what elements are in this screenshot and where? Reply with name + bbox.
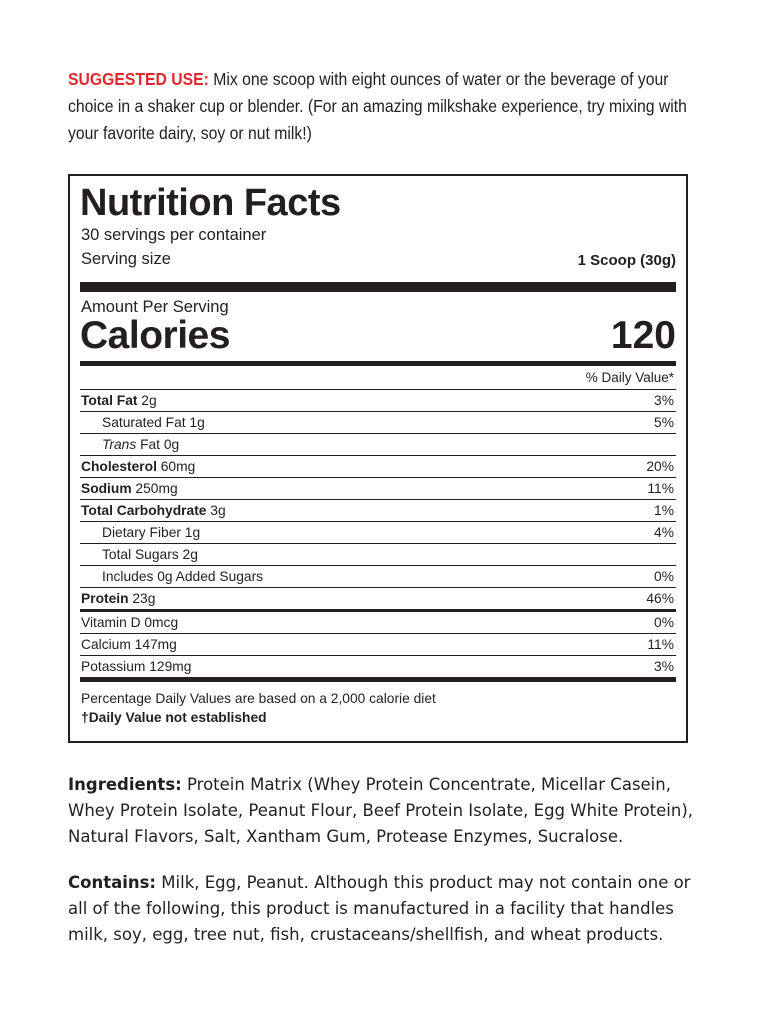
nutrient-name: Saturated Fat 1g [102,415,205,430]
nutrient-row-total-sugars [80,543,676,565]
nutrient-pct: 4% [654,525,674,540]
nutrient-name: Potassium 129mg [81,659,192,674]
dagger-icon: † [81,710,89,725]
ingredients-label: Ingredients: [68,775,182,794]
nutrient-pct: 11% [647,481,674,496]
nutrient-row-total-fat [80,389,676,411]
nutrient-row-cholesterol [80,455,676,477]
suggested-use-text: Mix one scoop with eight ounces of water or the beverage of your choice in a shaker cup or blender. (For an amazing milkshake experience, try mixing with your favorite dairy, soy or nut milk!) [68,69,687,143]
nutrient-pct: 1% [654,503,674,518]
calories-label: Calories [80,314,230,357]
nutrient-amount: Fat 0g [136,437,180,452]
nutrient-amount: 3g [206,503,226,518]
nutrient-pct: 0% [654,615,674,630]
nutrient-name: Total Carbohydrate [81,503,207,518]
servings-per-container: 30 servings per container [81,226,267,244]
nutrient-row-sodium [80,477,676,499]
nutrition-facts-panel [68,174,688,743]
nutrient-amount: 2g [137,393,157,408]
ingredients-text: Protein Matrix (Whey Protein Concentrate, Micellar Casein, Whey Protein Isolate, Peanut Flour, Beef Protein Isolate, Egg White Protein), Natural Flavors, Salt, Xantham Gum, Protease Enzymes, Sucralose. [68,775,694,846]
nutrient-row-vitamin-d [80,609,676,633]
nutrient-pct: 46% [646,591,674,606]
daily-value-header: % Daily Value* [585,370,674,385]
nutrient-name: Sodium [81,481,132,496]
nutrient-row-potassium [80,655,676,677]
nutrient-pct: 11% [647,637,674,652]
serving-size-label: Serving size [81,250,171,268]
contains-label: Contains: [68,873,157,892]
nutrient-name: Protein [81,591,129,606]
nutrient-table [80,389,676,677]
nutrient-row-protein [80,587,676,609]
nutrient-amount: 250mg [131,481,178,496]
medium-divider [80,361,676,366]
contains-paragraph [68,870,698,948]
footnote-not-established-text: Daily Value not established [88,710,267,725]
nutrition-facts-title: Nutrition Facts [80,182,341,224]
nutrient-row-saturated-fat [80,411,676,433]
nutrient-pct: 20% [646,459,674,474]
nutrient-amount: 60mg [156,459,196,474]
nutrient-pct: 3% [654,659,674,674]
thick-divider [80,282,676,292]
suggested-use-paragraph [68,66,703,147]
serving-size-value: 1 Scoop (30g) [577,252,676,269]
nutrient-pct: 3% [654,393,674,408]
nutrient-name: Calcium 147mg [81,637,177,652]
suggested-use-label: SUGGESTED USE: [68,69,209,89]
nutrient-row-calcium [80,633,676,655]
calories-value: 120 [610,314,676,357]
nutrient-name: Vitamin D 0mcg [81,615,179,630]
nutrient-row-dietary-fiber [80,521,676,543]
ingredients-paragraph [68,772,698,850]
nutrient-row-total-carbohydrate [80,499,676,521]
nutrient-amount: 23g [128,591,156,606]
nutrient-name: Includes 0g Added Sugars [102,569,264,584]
nutrient-pct: 0% [654,569,674,584]
medium-divider-bottom [80,677,676,682]
nutrient-name: Total Fat [81,393,138,408]
nutrient-name: Cholesterol [81,459,157,474]
nutrient-pct: 5% [654,415,674,430]
contains-text: Milk, Egg, Peanut. Although this product may not contain one or all of the following, this product is manufactured in a facility that handles milk, soy, egg, tree nut, fish, crustaceans/shellfish, and wheat products. [68,873,691,944]
nutrient-name-italic: Trans [102,437,137,452]
nutrient-row-trans-fat [80,433,676,455]
nutrient-row-added-sugars [80,565,676,587]
nutrient-name: Total Sugars 2g [102,547,198,562]
footnote-daily-values: Percentage Daily Values are based on a 2,000 calorie diet [81,691,436,706]
nutrient-name: Dietary Fiber 1g [102,525,201,540]
amount-per-serving: Amount Per Serving [81,298,229,316]
footnote-not-established [81,710,267,725]
